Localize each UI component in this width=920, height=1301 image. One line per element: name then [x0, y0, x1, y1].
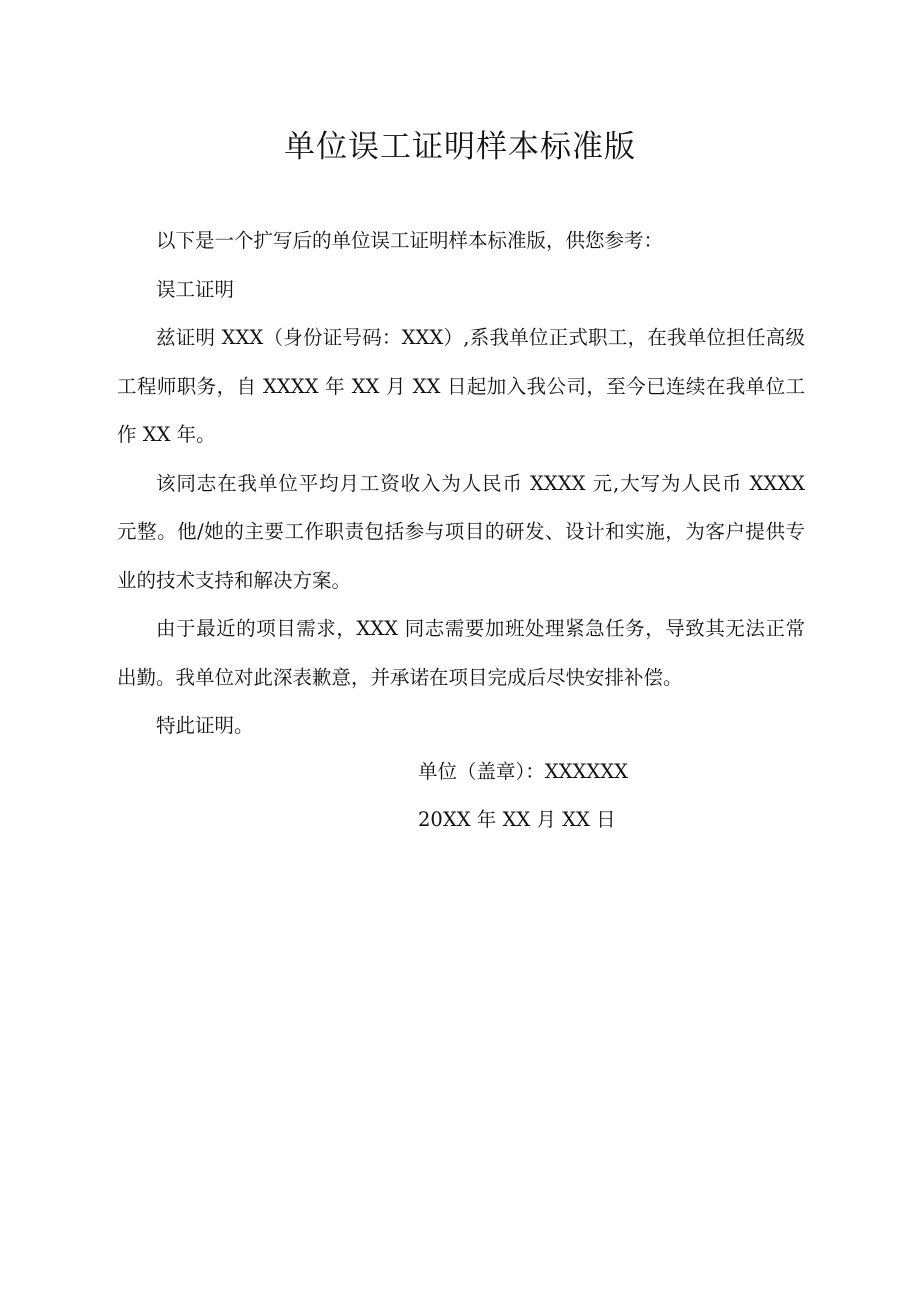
intro-paragraph: 以下是一个扩写后的单位误工证明样本标准版，供您参考：	[156, 229, 664, 252]
certificate-heading: 误工证明	[156, 277, 235, 301]
employment-paragraph: 兹证明 XXX（身份证号码：XXX）,系我单位正式职工，在我单位担任高级工程师职务，自 XXXX 年 XX 月 XX 日起加入我公司，至今已连续在我单位工作 XX 年。	[117, 326, 805, 446]
signature-date: 20XX 年 XX 月 XX 日	[418, 808, 616, 831]
closing-paragraph: 特此证明。	[156, 714, 254, 737]
salary-paragraph: 该同志在我单位平均月工资收入为人民币 XXXX 元,大写为人民币 XXXX 元整。他/她的主要工作职责包括参与项目的研发、设计和实施，为客户提供专业的技术支持和解决方案。	[117, 471, 805, 592]
document-title: 单位误工证明样本标准版	[284, 129, 636, 165]
document-body	[117, 217, 805, 751]
signature-unit: 单位（盖章）：XXXXXX	[418, 760, 629, 783]
absence-paragraph: 由于最近的项目需求，XXX 同志需要加班处理紧急任务，导致其无法正常出勤。我单位对此深表歉意，并承诺在项目完成后尽快安排补偿。	[117, 617, 805, 689]
